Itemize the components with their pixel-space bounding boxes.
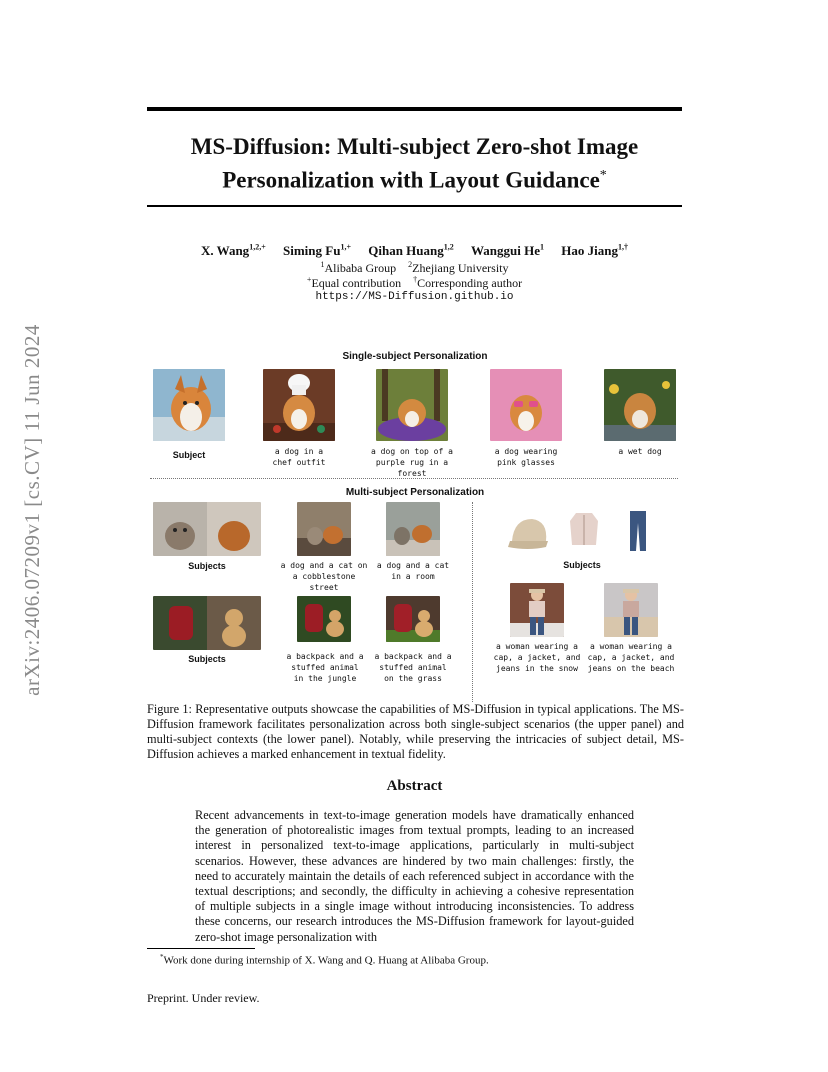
right-caption-2: a woman wearing a cap, a jacket, and jeans on the beach xyxy=(587,642,675,673)
paper-title xyxy=(147,132,682,195)
generated-woman-beach-image xyxy=(604,583,658,637)
author: Qihan Huang$^{1,2}$ xyxy=(368,243,454,259)
project-url[interactable]: https://MS-Diffusion.github.io xyxy=(315,291,514,303)
single-subject-panel-title: Single-subject Personalization xyxy=(342,351,488,362)
author: X. Wang$^{1,2,+}$ xyxy=(201,243,266,259)
author: Hao Jiang$^{1,\dagger}$ xyxy=(561,243,628,259)
title-bottom-rule xyxy=(147,205,682,207)
single-caption-4: a wet dog xyxy=(618,447,662,456)
single-caption-2: a dog on top of a purple rug in a forest xyxy=(371,447,453,478)
title-line-1: MS-Diffusion: Multi-subject Zero-shot Image xyxy=(190,134,639,159)
generated-cat-dog-room-image xyxy=(386,502,440,556)
subjects-label-row1: Subjects xyxy=(188,561,226,571)
panel-divider-horizontal xyxy=(150,478,678,479)
subject-jacket-image xyxy=(568,509,600,549)
arxiv-watermark: arXiv:2406.07209v1 [cs.CV] 11 Jun 2024 xyxy=(20,324,44,696)
footnote-rule xyxy=(147,948,255,949)
generated-glasses-dog-image xyxy=(490,369,562,441)
multi-caption-row1-2: a dog and a cat in a room xyxy=(376,561,450,581)
subjects-cat-dog-image xyxy=(153,502,261,556)
generated-jungle-image xyxy=(297,596,351,642)
generated-rug-dog-image xyxy=(376,369,448,441)
multi-caption-row1-1: a dog and a cat on a cobblestone street xyxy=(280,561,368,592)
subjects-backpack-teddy-image xyxy=(153,596,261,650)
right-caption-1: a woman wearing a cap, a jacket, and jeans in the snow xyxy=(493,642,581,673)
abstract-heading: Abstract xyxy=(386,778,443,794)
affiliations-line: $^1$Alibaba Group $^2$Zhejiang University xyxy=(320,260,509,275)
subjects-label-row2: Subjects xyxy=(188,654,226,664)
subject-dog-image xyxy=(153,369,225,441)
footnote: *Work done during internship of X. Wang and Q. Huang at Alibaba Group. xyxy=(160,953,489,967)
title-top-rule xyxy=(147,107,682,111)
multi-caption-row2-1: a backpack and a stuffed animal in the jungle xyxy=(286,652,364,683)
contribution-notes: +Equal contribution †Corresponding author xyxy=(306,275,523,290)
panel-divider-vertical xyxy=(472,502,473,702)
single-subject-label: Subject xyxy=(172,450,206,460)
generated-woman-snow-image xyxy=(510,583,564,637)
subject-cap-image xyxy=(502,509,556,557)
abstract-text: Recent advancements in text-to-image generation models have dramatically enhanced the generation of photorealistic images from textual prompts, leading to an increased interest in personalized text-to-image applications, particularly in multi-subject scenarios. However, these advances are hindered by two main challenges: firstly, the need to accurately maintain the details of each referenced subject in accordance with the textual descriptions; and secondly, the difficulty in achieving a cohesive representation of multiple subjects in a single image without introducing inconsistencies. To address these concerns, our research introduces the MS-Diffusion framework for layout-guided zero-shot image personalization with xyxy=(195,808,634,944)
single-caption-3: a dog wearing pink glasses xyxy=(494,447,558,467)
title-line-2: Personalization with Layout Guidance xyxy=(222,167,600,193)
generated-cat-dog-street-image xyxy=(297,502,351,556)
author: Wanggui He$^1$ xyxy=(471,243,545,259)
figure-caption: Figure 1: Representative outputs showcase the capabilities of MS-Diffusion in typical applications. The MS-Diffusion framework facilitates personalization across both single-subject scenarios (the upper panel) and multi-subject contexts (the lower panel). Notably, while preserving the intricacies of subject detail, MS-Diffusion achieves a marked enhancement in textual fidelity. xyxy=(147,702,684,761)
subjects-label-right: Subjects xyxy=(563,560,601,570)
preprint-notice: Preprint. Under review. xyxy=(147,991,260,1005)
generated-chef-dog-image xyxy=(263,369,335,441)
multi-subject-panel-title: Multi-subject Personalization xyxy=(345,487,485,498)
author: Siming $Fu^{1,+}$ xyxy=(283,243,351,259)
generated-wet-dog-image xyxy=(604,369,676,441)
subject-jeans-image xyxy=(628,509,648,553)
author-list xyxy=(147,243,682,259)
generated-grass-image xyxy=(386,596,440,642)
single-caption-1: a dog in a chef outfit xyxy=(272,447,326,467)
title-footnote-mark: * xyxy=(599,168,607,183)
multi-caption-row2-2: a backpack and a stuffed animal on the grass xyxy=(374,652,452,683)
